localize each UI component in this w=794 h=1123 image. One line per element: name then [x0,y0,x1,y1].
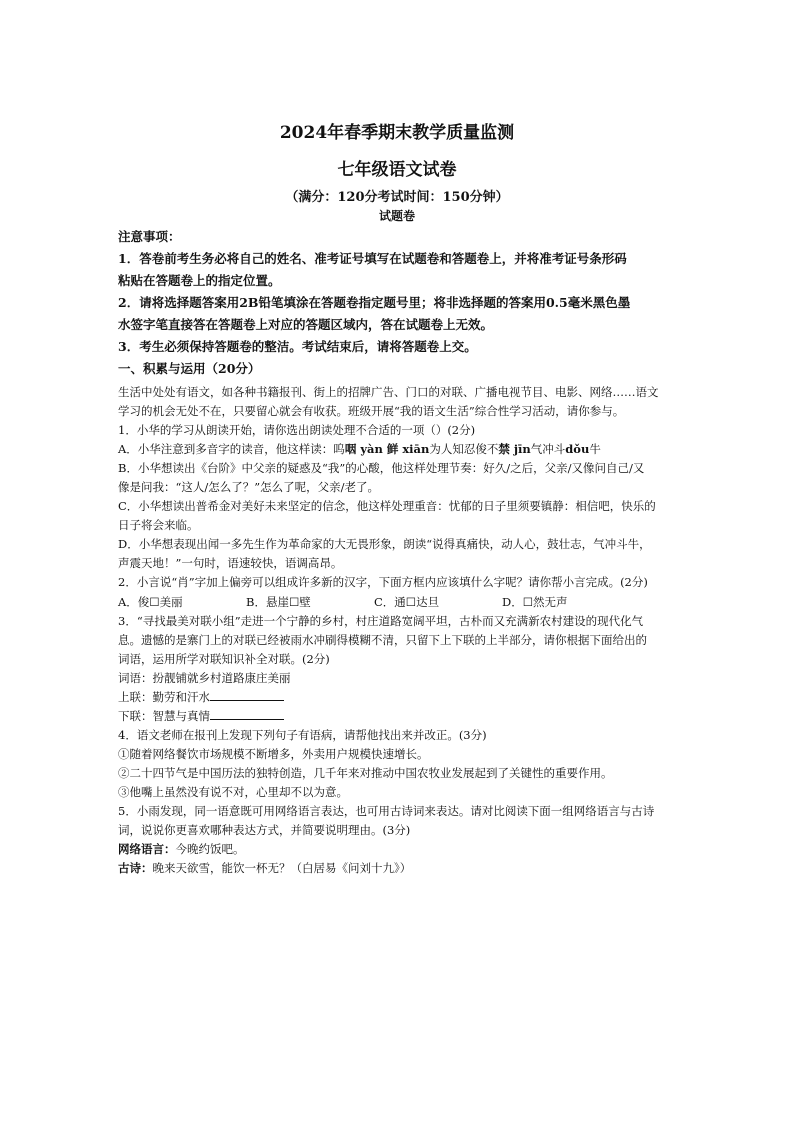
note-line: 1．答卷前考生务必将自己的姓名、准考证号填写在试题卷和答题卷上，并将准考证号条形码 [118,251,627,266]
exam-label: 试题卷 [378,209,415,223]
couplet-upper [118,688,684,707]
pinyin-text: 咽 yàn 鲜 xiān [344,442,430,456]
exam-subtitle: 七年级语文试卷 [337,160,457,180]
exam-meta: （满分：120分考试时间：150分钟） [285,190,509,205]
notes-heading: 注意事项： [118,229,181,244]
note-line: 3．考生必须保持答题卷的整洁。考试结束后，请将答题卷上交。 [118,339,477,354]
net-language [118,840,684,859]
option-d: D．☐然无声 [502,595,568,609]
question-5: 5．小雨发现，同一语意既可用网络语言表达，也可用古诗词来表达。请对比阅读下面一组网络语言与古诗 [118,804,655,818]
section-heading: 一、积累与运用（20分） [118,361,261,376]
option-b: B．悬崖☐壁 [246,595,311,609]
sentence-3: ③他嘴上虽然没有说不对，心里却不以为意。 [118,785,348,799]
ancient-poem-label: 古诗： [118,861,153,875]
question-1-option-c: 日子将会来临。 [118,518,199,532]
question-5: 词，说说你更喜欢哪种表达方式，并简要说明理由。(3分) [118,823,411,837]
ancient-poem [118,859,684,878]
net-language-label: 网络语言： [118,842,176,856]
sentence-2: ②二十四节气是中国历法的独特创造，几千年来对推动中国农牧业发展起到了关键性的重要作用。 [118,766,613,780]
net-language-text: 今晚约饭吧。 [175,842,245,856]
note-line: 2．请将选择题答案用2B铅笔填涂在答题卷指定题号里；将非选择题的答案用0.5毫米黑色墨 [118,295,631,310]
exam-title: 2024年春季期末教学质量监测 [279,123,515,143]
intro-line: 生活中处处有语文，如各种书籍报刊、街上的招牌广告、门口的对联、广播电视节目、电影、网络……语文 [118,385,659,399]
couplet-words: 词语：扮靓铺就乡村道路康庄美丽 [118,671,291,685]
couplet-upper-text: 上联：勤劳和汗水 [118,690,210,704]
option-text: A．小华注意到多音字的读音，他这样读：呜 [118,442,345,456]
couplet-lower-text: 下联：智慧与真情 [118,709,210,723]
sentence-1: ①随着网络餐饮市场规模不断增多，外卖用户规模快速增长。 [118,747,429,761]
option-text: 气冲斗 [530,442,566,456]
question-4: 4．语文老师在报刊上发现下列句子有语病，请帮他找出来并改正。(3分) [118,728,487,742]
question-3: 息。遗憾的是寨门上的对联已经被雨水冲刷得模糊不清，只留下上下联的上半部分，请你根据下面给出的 [118,633,647,647]
question-1: 1．小华的学习从朗读开始，请你选出朗读处理不合适的一项（）(2分) [118,423,476,437]
intro-line: 学习的机会无处不在，只要留心就会有收获。班级开展“我的语文生活”综合性学习活动，请你参与。 [118,404,625,418]
question-3: 词语，运用所学对联知识补全对联。(2分) [118,652,330,666]
pinyin-text: dǒu [565,442,590,456]
ancient-poem-text: 晚来天欲雪，能饮一杯无？（白居易《问刘十九》） [152,861,412,875]
question-1-option-d: D．小华想表现出闻一多先生作为革命家的大无畏形象，朗读“说得真痛快，动人心，鼓壮志，气冲斗牛， [118,537,651,551]
question-2: 2．小言说“肖”字加上偏旁可以组成许多新的汉字，下面方框内应该填什么字呢？请你帮小言完成。(2分) [118,575,648,589]
option-text: 为人知忍俊不 [429,442,499,456]
pinyin-text: 禁 jīn [498,442,531,456]
question-1-option-b: B．小华想读出《台阶》中父亲的疑惑及“我”的心酸，他这样处理节奏：好久/之后，父亲/又像问自己/又 [118,461,645,475]
question-2-options [118,592,684,612]
question-1-option-a [118,440,684,459]
option-c: C．通☐达旦 [374,595,440,609]
question-1-option-c: C．小华想读出普希金对美好未来坚定的信念，他这样处理重音：忧郁的日子里须要镇静：相信吧，快乐的 [118,499,656,513]
answer-blank [210,707,284,720]
note-line: 粘贴在答题卷上的指定位置。 [118,273,281,288]
question-1-option-d: 声震天地！”一句时，语速较快，语调高昂。 [118,556,343,570]
note-line: 水签字笔直接答在答题卷上对应的答题区域内，答在试题卷上无效。 [118,317,494,332]
option-text: 牛 [589,442,601,456]
couplet-lower [118,707,684,726]
question-1-option-b: 像是问我：“这人/怎么了？”怎么了呢，父亲/老了。 [118,480,380,494]
answer-blank [210,688,284,701]
exam-content [118,226,684,878]
question-3: 3．“寻找最美对联小组”走进一个宁静的乡村，村庄道路宽阔平坦，古朴而又充满新农村建设的现代化气 [118,614,644,628]
option-a: A．俊☐美丽 [118,595,183,609]
